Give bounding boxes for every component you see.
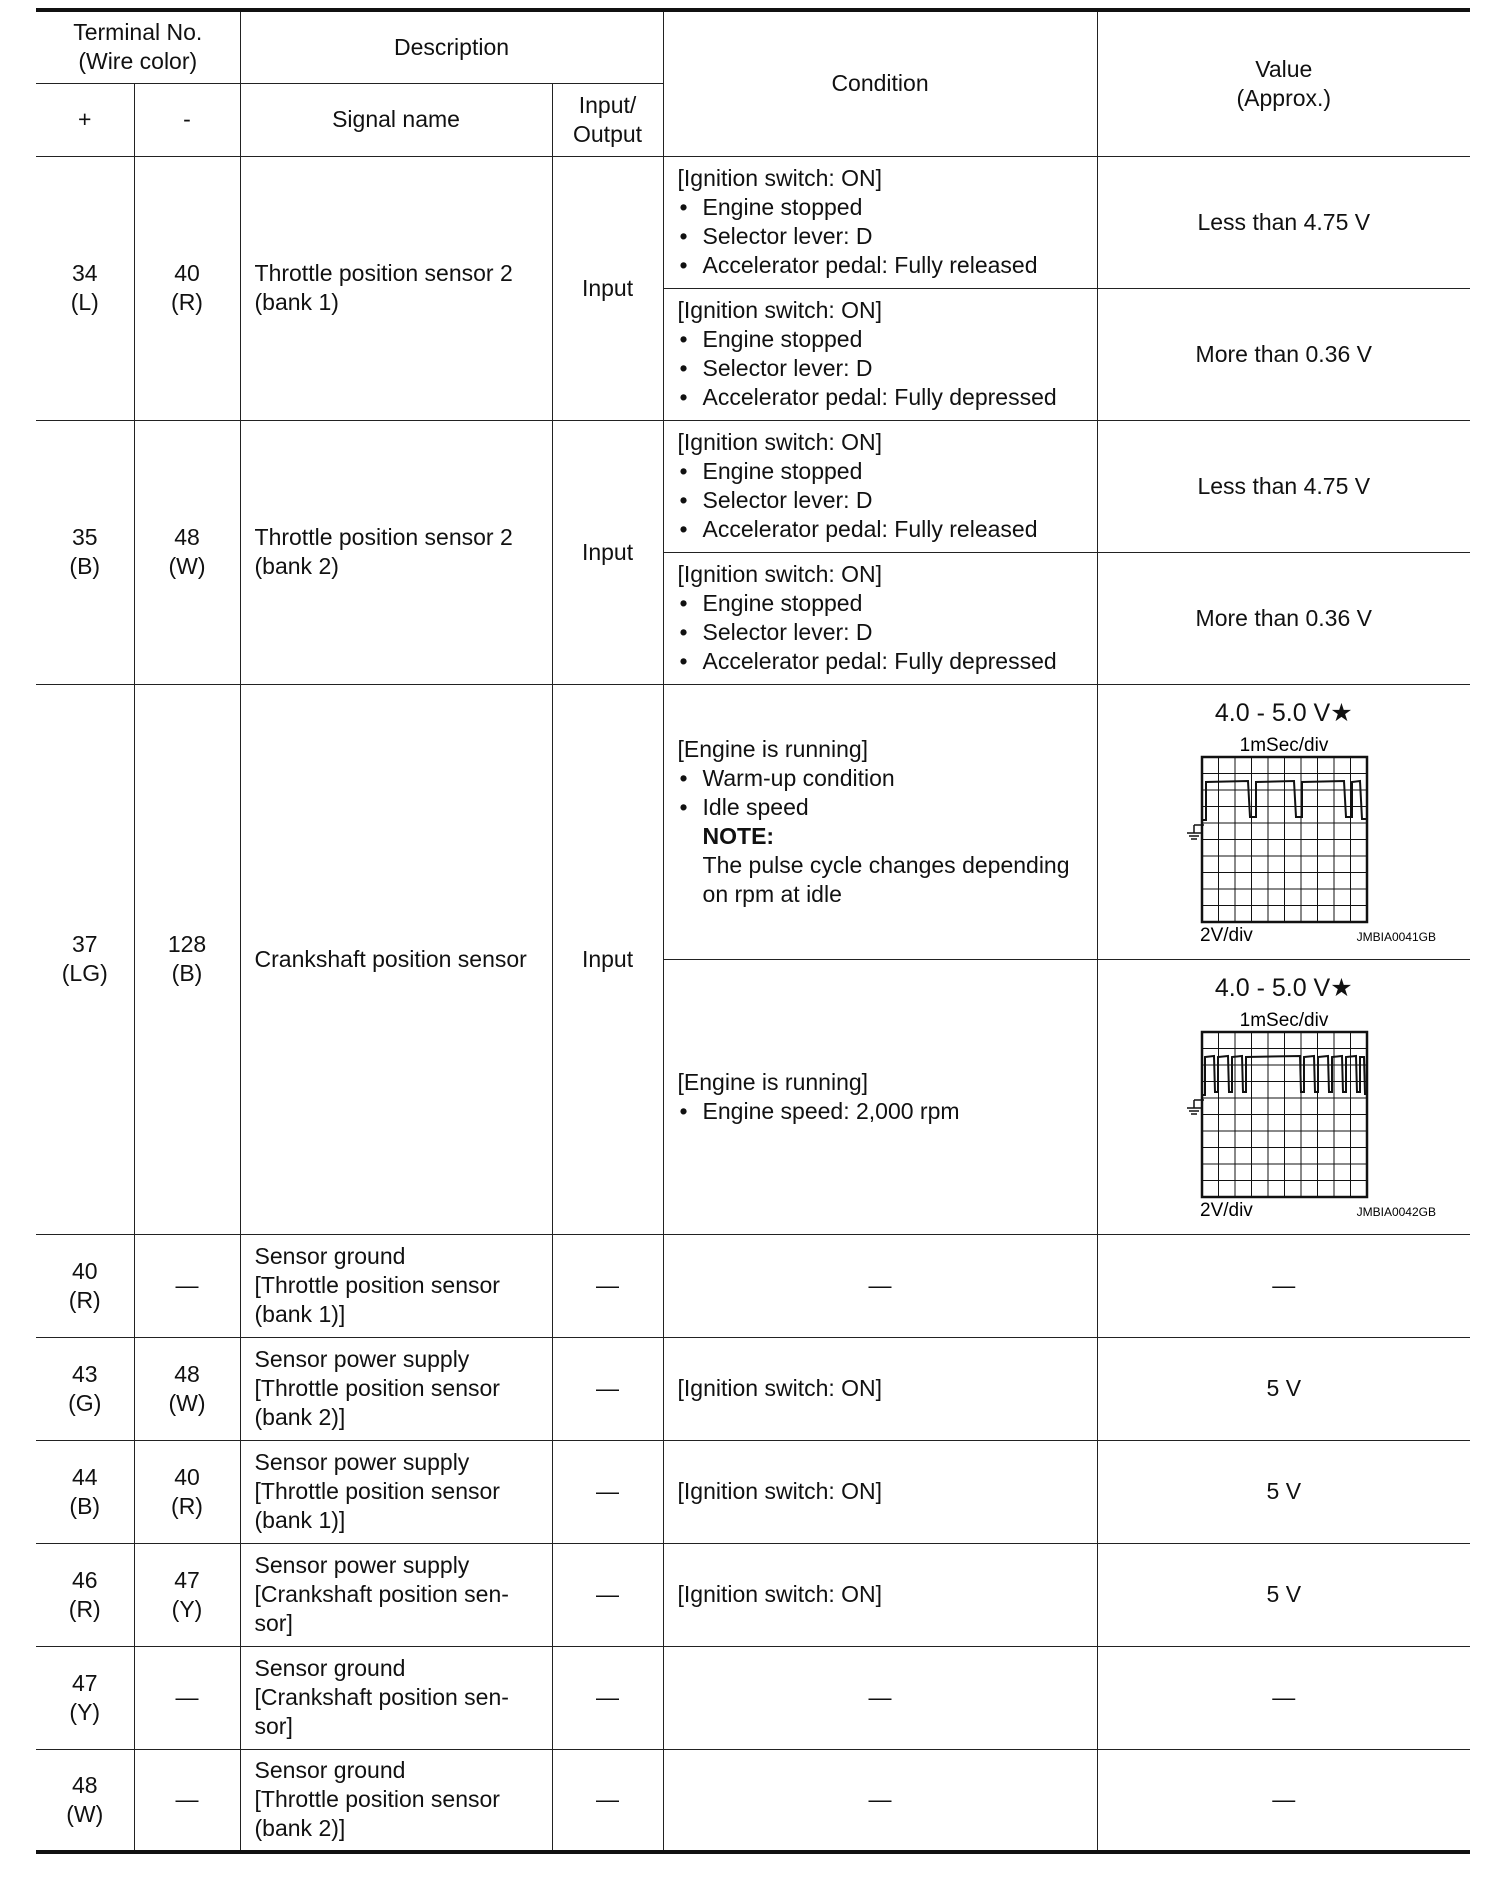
description-header: Description bbox=[240, 10, 663, 83]
volt-div-label: 2V/div bbox=[1199, 1199, 1253, 1221]
value-header bbox=[1097, 10, 1470, 156]
oscilloscope-figure bbox=[1124, 966, 1444, 1228]
value-label: Value bbox=[1255, 55, 1313, 82]
table-row bbox=[36, 1234, 1470, 1337]
signal-detail: (bank 1)] bbox=[254, 1301, 346, 1327]
table-row bbox=[36, 156, 1470, 288]
approx-label: (Approx.) bbox=[1236, 84, 1332, 111]
signal-detail: (bank 2)] bbox=[254, 1815, 346, 1842]
signal-name: Sensor ground bbox=[254, 1243, 406, 1269]
condition-bullet: • Engine stopped bbox=[678, 325, 1089, 354]
wire-color: (Y) bbox=[171, 1595, 203, 1622]
value-cell bbox=[1097, 959, 1470, 1234]
condition-bullet: • Engine stopped bbox=[678, 457, 1089, 486]
condition-cell bbox=[663, 420, 1097, 552]
condition-cell bbox=[663, 288, 1097, 420]
minus-terminal-cell: — bbox=[134, 1646, 240, 1749]
minus-terminal-cell bbox=[134, 1543, 240, 1646]
minus-terminal-cell bbox=[134, 420, 240, 684]
plus-terminal-cell bbox=[36, 1234, 134, 1337]
condition-head: [Ignition switch: ON] bbox=[677, 561, 883, 587]
plus-terminal-cell bbox=[36, 1749, 134, 1852]
oscilloscope-graph bbox=[1124, 691, 1444, 953]
terminal-number: 40 bbox=[174, 1463, 200, 1490]
io-cell: — bbox=[552, 1749, 663, 1852]
header-row-1 bbox=[36, 10, 1470, 83]
io-cell: Input bbox=[552, 684, 663, 1234]
note-text: The pulse cycle changes depending bbox=[702, 851, 1070, 878]
wire-color: (G) bbox=[68, 1389, 102, 1416]
signal-name-cell bbox=[240, 1440, 552, 1543]
value-cell: Less than 4.75 V bbox=[1097, 420, 1470, 552]
time-div-label: 1mSec/div bbox=[1239, 1009, 1329, 1031]
signal-bank: (bank 1) bbox=[254, 289, 339, 315]
terminal-number: 48 bbox=[174, 524, 200, 550]
signal-name: Sensor power supply bbox=[254, 1449, 470, 1475]
time-div-label: 1mSec/div bbox=[1239, 734, 1329, 756]
signal-name: Throttle position sensor 2 bbox=[254, 260, 513, 286]
terminal-number: 40 bbox=[174, 260, 200, 286]
terminal-number: 43 bbox=[71, 1360, 98, 1387]
condition-cell: — bbox=[663, 1749, 1097, 1852]
table-row bbox=[36, 1646, 1470, 1749]
signal-name-header: Signal name bbox=[240, 83, 552, 156]
terminal-number: 47 bbox=[174, 1566, 200, 1593]
terminal-no-header bbox=[36, 10, 240, 83]
condition-cell: [Ignition switch: ON] bbox=[663, 1440, 1097, 1543]
value-cell: More than 0.36 V bbox=[1097, 552, 1470, 684]
plus-terminal-cell bbox=[36, 1646, 134, 1749]
value-cell: — bbox=[1097, 1749, 1470, 1852]
table-row bbox=[36, 1440, 1470, 1543]
plus-terminal-cell bbox=[36, 1337, 134, 1440]
terminal-number: 37 bbox=[71, 931, 98, 957]
wire-color: (W) bbox=[168, 1389, 206, 1416]
wire-color-label: (Wire color) bbox=[78, 48, 198, 75]
signal-name: Sensor power supply bbox=[254, 1346, 470, 1372]
plus-terminal-cell bbox=[36, 1440, 134, 1543]
wire-color: (Y) bbox=[69, 1698, 101, 1725]
table-row bbox=[36, 1543, 1470, 1646]
io-cell: — bbox=[552, 1337, 663, 1440]
condition-bullet: • Accelerator pedal: Fully released bbox=[678, 515, 1089, 544]
condition-bullet: • Selector lever: D bbox=[678, 354, 1089, 383]
signal-detail: [Crankshaft position sen- bbox=[254, 1581, 509, 1607]
minus-terminal-cell: — bbox=[134, 1234, 240, 1337]
condition-bullet: • Engine stopped bbox=[678, 193, 1089, 222]
signal-name-cell bbox=[240, 420, 552, 684]
plus-terminal-cell bbox=[36, 156, 134, 420]
signal-bank: (bank 2) bbox=[254, 553, 339, 579]
signal-detail: sor] bbox=[254, 1610, 293, 1636]
minus-terminal-cell bbox=[134, 156, 240, 420]
input-label: Input/ bbox=[578, 91, 637, 118]
note-text: on rpm at idle bbox=[702, 880, 842, 907]
oscilloscope-figure bbox=[1124, 691, 1444, 953]
condition-cell: [Ignition switch: ON] bbox=[663, 1337, 1097, 1440]
wire-color: (W) bbox=[66, 1800, 104, 1827]
wire-color: (B) bbox=[69, 553, 101, 579]
wire-color: (W) bbox=[168, 553, 206, 579]
signal-detail: (bank 1)] bbox=[254, 1507, 346, 1533]
scope-value: 4.0 - 5.0 V★ bbox=[1214, 973, 1353, 1002]
signal-name-cell: Crankshaft position sensor bbox=[240, 684, 552, 1234]
output-label: Output bbox=[573, 120, 643, 147]
table-row bbox=[36, 1337, 1470, 1440]
condition-head: [Ignition switch: ON] bbox=[677, 165, 883, 191]
signal-name: Throttle position sensor 2 bbox=[254, 524, 513, 550]
note-label: NOTE: bbox=[702, 822, 775, 849]
terminal-no-label: Terminal No. bbox=[73, 19, 203, 46]
volt-div-label: 2V/div bbox=[1199, 924, 1253, 946]
table-row bbox=[36, 684, 1470, 959]
signal-name-cell bbox=[240, 1749, 552, 1852]
signal-name-cell bbox=[240, 156, 552, 420]
value-cell: 5 V bbox=[1097, 1543, 1470, 1646]
wire-color: (R) bbox=[171, 289, 203, 315]
table-row bbox=[36, 1749, 1470, 1852]
terminal-number: 34 bbox=[71, 260, 98, 286]
condition-bullet: • Engine stopped bbox=[678, 589, 1089, 618]
signal-name-cell bbox=[240, 1646, 552, 1749]
minus-terminal-cell bbox=[134, 684, 240, 1234]
figure-code: JMBIA0042GB bbox=[1356, 1204, 1436, 1219]
condition-bullet: • Selector lever: D bbox=[678, 486, 1089, 515]
signal-detail: sor] bbox=[254, 1713, 293, 1739]
terminal-number: 48 bbox=[71, 1771, 98, 1798]
terminal-number: 40 bbox=[71, 1257, 98, 1284]
wire-color: (B) bbox=[69, 1492, 101, 1519]
value-cell: — bbox=[1097, 1234, 1470, 1337]
wire-color: (L) bbox=[70, 289, 99, 315]
signal-name-cell bbox=[240, 1234, 552, 1337]
condition-head: [Ignition switch: ON] bbox=[677, 429, 883, 455]
wire-color: (LG) bbox=[61, 960, 108, 986]
condition-cell: — bbox=[663, 1234, 1097, 1337]
value-cell: More than 0.36 V bbox=[1097, 288, 1470, 420]
wire-color: (R) bbox=[171, 1492, 203, 1519]
terminal-number: 46 bbox=[71, 1566, 98, 1593]
condition-bullet: • Idle speed bbox=[678, 793, 1089, 822]
condition-bullet: • Warm-up condition bbox=[678, 764, 1089, 793]
signal-name-cell bbox=[240, 1543, 552, 1646]
signal-detail: [Throttle position sensor bbox=[254, 1786, 500, 1813]
plus-terminal-cell bbox=[36, 684, 134, 1234]
signal-detail: [Throttle position sensor bbox=[254, 1478, 500, 1504]
io-cell: — bbox=[552, 1440, 663, 1543]
signal-detail: [Throttle position sensor bbox=[254, 1375, 500, 1401]
minus-terminal-cell bbox=[134, 1440, 240, 1543]
condition-header: Condition bbox=[663, 10, 1097, 156]
wire-color: (R) bbox=[68, 1595, 101, 1622]
signal-detail: [Throttle position sensor bbox=[254, 1272, 500, 1298]
value-cell: — bbox=[1097, 1646, 1470, 1749]
minus-terminal-cell bbox=[134, 1337, 240, 1440]
signal-name: Sensor ground bbox=[254, 1655, 406, 1681]
value-cell: Less than 4.75 V bbox=[1097, 156, 1470, 288]
terminal-number: 47 bbox=[71, 1669, 98, 1696]
condition-cell bbox=[663, 156, 1097, 288]
signal-name: Sensor power supply bbox=[254, 1552, 470, 1578]
condition-head: [Engine is running] bbox=[677, 735, 869, 762]
signal-detail: (bank 2)] bbox=[254, 1404, 346, 1430]
plus-terminal-cell bbox=[36, 420, 134, 684]
value-cell: 5 V bbox=[1097, 1337, 1470, 1440]
oscilloscope-graph bbox=[1124, 966, 1444, 1228]
signal-name-cell bbox=[240, 1337, 552, 1440]
condition-bullet: • Selector lever: D bbox=[678, 222, 1089, 251]
io-cell: — bbox=[552, 1646, 663, 1749]
condition-bullet: • Engine speed: 2,000 rpm bbox=[678, 1097, 1089, 1126]
condition-cell: — bbox=[663, 1646, 1097, 1749]
minus-terminal-cell: — bbox=[134, 1749, 240, 1852]
scope-value: 4.0 - 5.0 V★ bbox=[1214, 698, 1353, 727]
condition-cell: [Ignition switch: ON] bbox=[663, 1543, 1097, 1646]
condition-cell bbox=[663, 959, 1097, 1234]
condition-bullet: • Accelerator pedal: Fully released bbox=[678, 251, 1089, 280]
condition-head: [Engine is running] bbox=[677, 1068, 869, 1095]
io-header bbox=[552, 83, 663, 156]
condition-bullet: • Accelerator pedal: Fully depressed bbox=[678, 647, 1089, 676]
io-cell: — bbox=[552, 1543, 663, 1646]
condition-cell bbox=[663, 684, 1097, 959]
terminal-number: 44 bbox=[71, 1463, 98, 1490]
io-cell: Input bbox=[552, 420, 663, 684]
table-row bbox=[36, 420, 1470, 552]
condition-bullet: • Selector lever: D bbox=[678, 618, 1089, 647]
io-cell: Input bbox=[552, 156, 663, 420]
signal-detail: [Crankshaft position sen- bbox=[254, 1684, 509, 1710]
condition-bullet: • Accelerator pedal: Fully depressed bbox=[678, 383, 1089, 412]
io-cell: — bbox=[552, 1234, 663, 1337]
value-cell: 5 V bbox=[1097, 1440, 1470, 1543]
signal-name: Sensor ground bbox=[254, 1757, 406, 1784]
terminal-number: 48 bbox=[174, 1360, 200, 1387]
terminal-table bbox=[36, 8, 1470, 1854]
figure-code: JMBIA0041GB bbox=[1356, 929, 1436, 944]
terminal-number: 35 bbox=[71, 524, 98, 550]
condition-head: [Ignition switch: ON] bbox=[677, 297, 883, 323]
wire-color: (R) bbox=[68, 1286, 101, 1313]
plus-terminal-cell bbox=[36, 1543, 134, 1646]
condition-cell bbox=[663, 552, 1097, 684]
wire-color: (B) bbox=[171, 960, 203, 986]
terminal-number: 128 bbox=[167, 931, 207, 957]
minus-header: - bbox=[134, 83, 240, 156]
plus-header: + bbox=[36, 83, 134, 156]
value-cell bbox=[1097, 684, 1470, 959]
